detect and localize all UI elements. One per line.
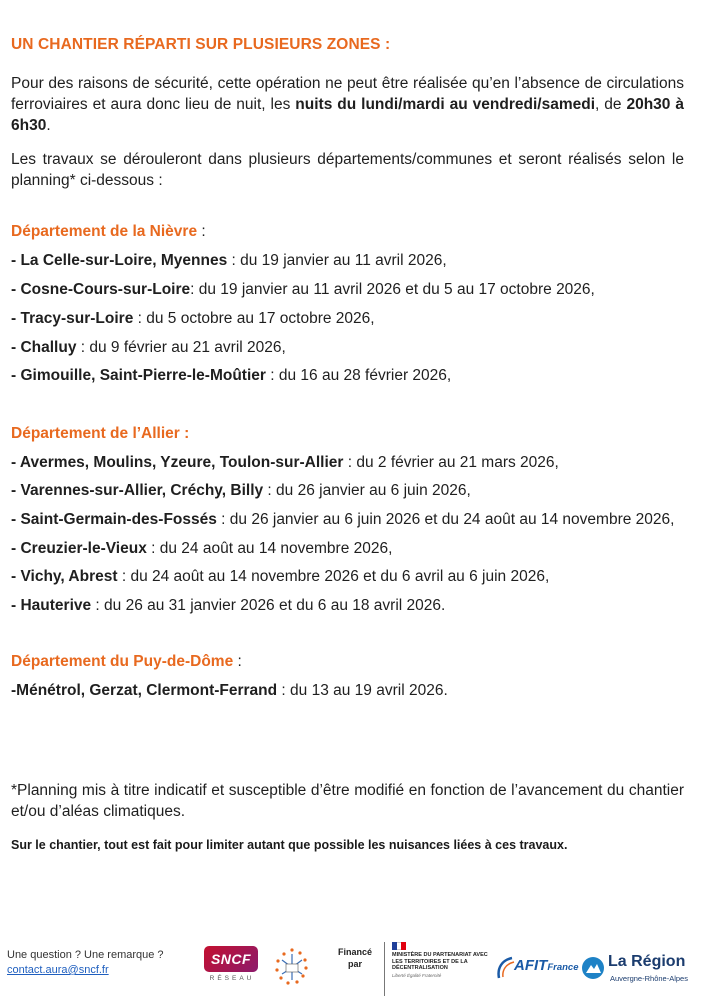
department-title-puy-de-dome <box>11 653 242 671</box>
intro-text-1: Pour des raisons de sécurité, cette opération ne peut être réalisée qu’en l’absence de circulations ferroviaires et aura donc lieu de nuit, les <box>11 75 684 113</box>
ministere-devise: Liberté Égalité Fraternité <box>392 972 442 978</box>
list-item <box>11 252 447 270</box>
intro-nights: nuits du lundi/mardi au vendredi/samedi <box>295 96 596 113</box>
footer <box>0 940 705 1000</box>
item-places: - Hauterive <box>11 597 92 614</box>
list-item <box>11 682 448 700</box>
item-dates: : du 19 janvier au 11 avril 2026, <box>227 252 447 269</box>
intro-paragraph <box>11 73 684 136</box>
region-logo <box>582 952 702 992</box>
list-item <box>11 511 674 529</box>
sncf-logo-mark: SNCF <box>204 946 258 972</box>
list-item <box>11 540 392 558</box>
item-places: - Saint-Germain-des-Fossés <box>11 511 217 528</box>
section-heading: UN CHANTIER RÉPARTI SUR PLUSIEURS ZONES : <box>11 36 391 53</box>
item-dates: : du 2 février au 21 mars 2026, <box>343 454 559 471</box>
list-item <box>11 454 559 472</box>
item-dates: : du 24 août au 14 novembre 2026, <box>146 540 393 557</box>
department-title-allier <box>11 425 189 443</box>
ministere-logo <box>392 942 492 978</box>
item-places: - Vichy, Abrest <box>11 568 118 585</box>
list-item <box>11 281 595 299</box>
item-places: - Gimouille, Saint-Pierre-le-Moûtier <box>11 367 266 384</box>
item-places: - Varennes-sur-Allier, Créchy, Billy <box>11 482 264 499</box>
department-suffix: : <box>197 223 206 240</box>
department-title-nievre <box>11 223 206 241</box>
footer-divider <box>384 942 385 996</box>
sncf-logo-sub: RÉSEAU <box>209 975 255 982</box>
afit-wordmark <box>514 957 578 974</box>
ministere-text: MINISTÈRE DU PARTENARIAT AVEC LES TERRITOIRES ET DE LA DÉCENTRALISATION <box>392 952 488 971</box>
item-dates: : du 5 octobre au 17 octobre 2026, <box>133 310 375 327</box>
item-places: - Challuy <box>11 339 77 356</box>
item-places: - Cosne-Cours-sur-Loire <box>11 281 191 298</box>
funding-label: Financé par <box>337 947 372 969</box>
contact-question: Une question ? Une remarque ? <box>7 949 164 961</box>
region-subtitle: Auvergne-Rhône-Alpes <box>610 974 688 983</box>
afit-swoosh-icon <box>496 956 516 980</box>
item-places: - Avermes, Moulins, Yzeure, Toulon-sur-Allier <box>11 454 344 471</box>
item-places: - La Celle-sur-Loire, Myennes <box>11 252 228 269</box>
department-name: Département de la Nièvre <box>11 223 198 240</box>
afit-main: AFIT <box>514 957 548 974</box>
item-dates: : du 13 au 19 avril 2026. <box>277 682 448 699</box>
item-dates: : du 26 janvier au 6 juin 2026 et du 24 août au 14 novembre 2026, <box>216 511 675 528</box>
department-name: Département du Puy-de-Dôme <box>11 653 234 670</box>
region-emblem-icon <box>582 957 604 979</box>
list-item <box>11 310 375 328</box>
item-places: -Ménétrol, Gerzat, Clermont-Ferrand <box>11 682 278 699</box>
item-dates: : du 19 janvier au 11 avril 2026 et du 5 au 17 octobre 2026, <box>190 281 595 298</box>
afit-sub: France <box>547 962 579 973</box>
afit-france-logo <box>496 954 579 984</box>
list-item <box>11 339 286 357</box>
partner-logo-icon <box>272 946 312 990</box>
item-dates: : du 16 au 28 février 2026, <box>265 367 452 384</box>
item-dates: : du 24 août au 14 novembre 2026 et du 6 avril au 6 juin 2026, <box>117 568 550 585</box>
item-dates: : du 9 février au 21 avril 2026, <box>76 339 286 356</box>
list-item <box>11 568 549 586</box>
list-item <box>11 597 445 615</box>
sncf-reseau-logo <box>204 946 260 990</box>
item-places: - Creuzier-le-Vieux <box>11 540 147 557</box>
item-dates: : du 26 au 31 janvier 2026 et du 6 au 18 avril 2026. <box>91 597 446 614</box>
french-flag-icon <box>392 942 406 950</box>
footnote: *Planning mis à titre indicatif et susceptible d’être modifié en fonction de l’avancement du chantier et/ou d’aléas climatiques. <box>11 782 684 820</box>
department-suffix: : <box>233 653 242 670</box>
intro-hours: 20h30 à 6h30 <box>11 96 684 134</box>
region-title: La Région <box>608 953 686 970</box>
list-item <box>11 367 451 385</box>
item-places: - Tracy-sur-Loire <box>11 310 134 327</box>
department-name: Département de l’Allier : <box>11 425 190 442</box>
closing-statement: Sur le chantier, tout est fait pour limiter autant que possible les nuisances liées à ces travaux. <box>11 838 568 852</box>
intro-text-2: , de <box>595 96 627 113</box>
list-item <box>11 482 471 500</box>
contact-email-link[interactable]: contact.aura@sncf.fr <box>7 964 109 976</box>
intro-text-3: . <box>46 117 51 134</box>
item-dates: : du 26 janvier au 6 juin 2026, <box>263 482 471 499</box>
planning-intro: Les travaux se dérouleront dans plusieurs départements/communes et seront réalisés selon le planning* ci-dessous : <box>11 151 684 189</box>
contact-block <box>7 948 164 978</box>
